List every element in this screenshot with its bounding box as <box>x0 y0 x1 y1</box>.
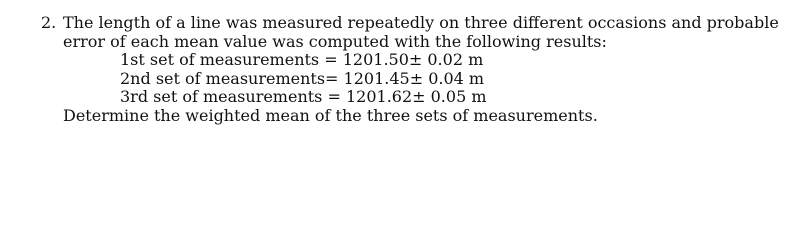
problem-number: 2. <box>41 13 57 32</box>
problem-intro-line-2: error of each mean value was computed with the following results: <box>63 31 607 51</box>
problem-intro-line-1 <box>41 14 781 33</box>
problem-intro-text-1: The length of a line was measured repeatedly on three different occasions and probable <box>63 13 779 32</box>
problem-question: Determine the weighted mean of the three sets of measurements. <box>63 105 598 125</box>
measurement-3: 3rd set of measurements = 1201.62± 0.05 m <box>120 87 487 106</box>
problem-block <box>41 14 781 125</box>
measurement-1: 1st set of measurements = 1201.50± 0.02 m <box>120 50 484 69</box>
measurement-2: 2nd set of measurements= 1201.45± 0.04 m <box>120 68 485 88</box>
